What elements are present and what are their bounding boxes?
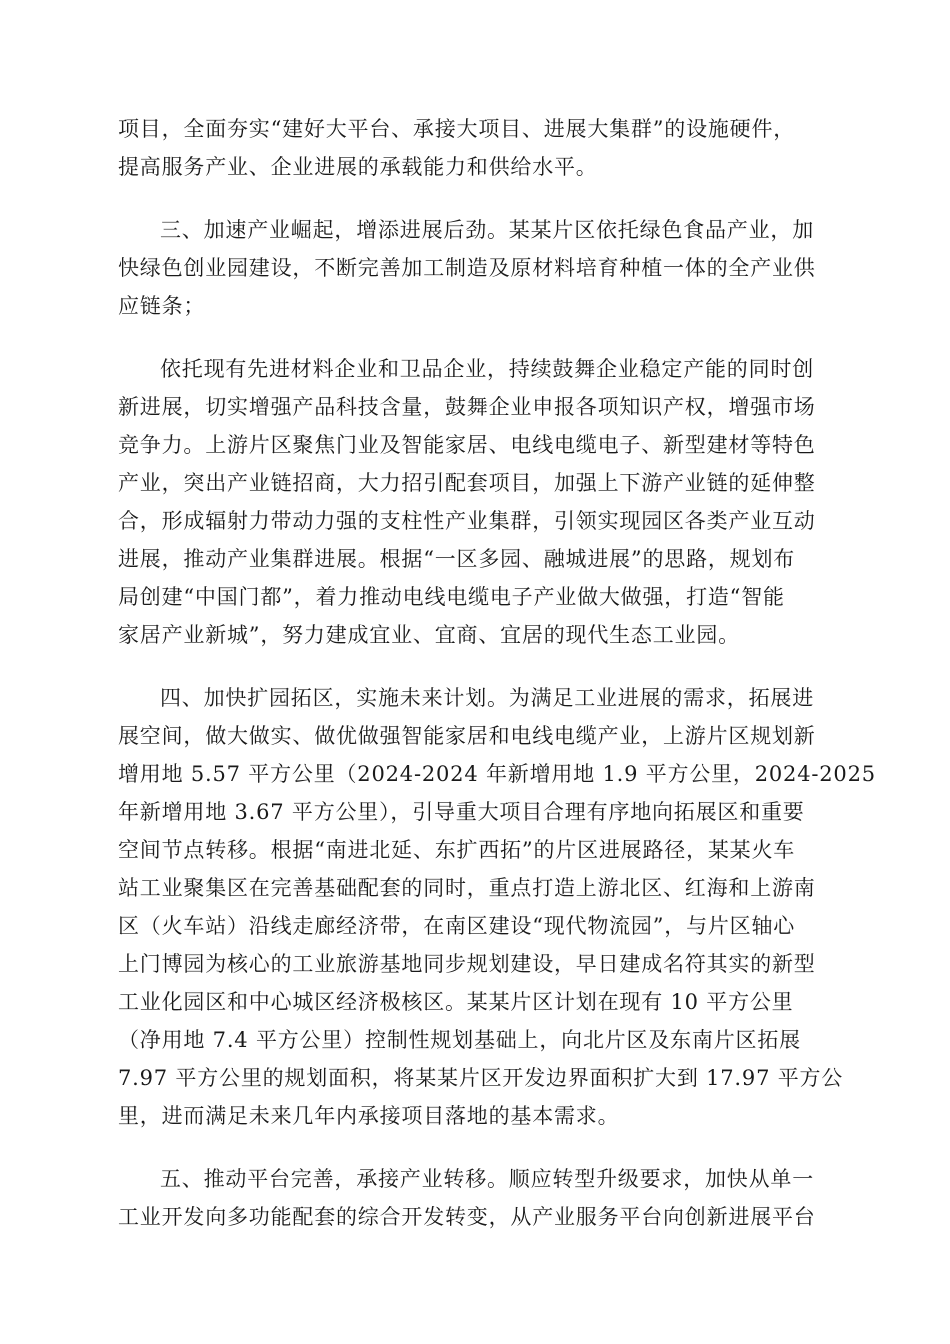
text-line: 上门博园为核心的工业旅游基地同步规划建设，早日建成名符其实的新型 — [118, 952, 816, 976]
text-line: 增用地 5.57 平方公里（2024-2024 年新增用地 1.9 平方公里，2024-2025 — [118, 762, 876, 786]
text-line: 家居产业新城”，努力建成宜业、宜商、宜居的现代生态工业园。 — [118, 623, 740, 647]
paragraph-1 — [118, 110, 834, 186]
text-line: 空间节点转移。根据“南进北延、东扩西拓”的片区进展路径，某某火车 — [118, 838, 796, 862]
text-line: 工业开发向多功能配套的综合开发转变，从产业服务平台向创新进展平台 — [118, 1205, 816, 1229]
text-line: 提高服务产业、企业进展的承载能力和供给水平。 — [118, 155, 598, 179]
paragraph-4 — [118, 679, 876, 1135]
text-line: 合，形成辐射力带动力强的支柱性产业集群，引领实现园区各类产业互动 — [118, 509, 816, 533]
paragraph-3 — [118, 350, 834, 654]
text-line: 项目，全面夯实“建好大平台、承接大项目、进展大集群”的设施硬件， — [118, 117, 796, 141]
text-line: 依托现有先进材料企业和卫品企业，持续鼓舞企业稳定产能的同时创 — [160, 357, 814, 381]
text-line: 年新增用地 3.67 平方公里），引导重大项目合理有序地向拓展区和重要 — [118, 800, 805, 824]
text-line: 快绿色创业园建设，不断完善加工制造及原材料培育种植一体的全产业供 — [118, 256, 816, 280]
text-line: 局创建“中国门都”，着力推动电线电缆电子产业做大做强，打造“智能 — [118, 585, 785, 609]
text-line: 7.97 平方公里的规划面积，将某某片区开发边界面积扩大到 17.97 平方公 — [118, 1066, 844, 1090]
text-line: 区（火车站）沿线走廊经济带，在南区建设“现代物流园”，与片区轴心 — [118, 914, 796, 938]
text-line: 四、加快扩园拓区，实施未来计划。为满足工业进展的需求，拓展进 — [160, 686, 814, 710]
text-line: （净用地 7.4 平方公里）控制性规划基础上，向北片区及东南片区拓展 — [118, 1028, 801, 1052]
text-line: 站工业聚集区在完善基础配套的同时，重点打造上游北区、红海和上游南 — [118, 876, 816, 900]
paragraph-5 — [118, 1160, 834, 1236]
text-line: 三、加速产业崛起，增添进展后劲。某某片区依托绿色食品产业，加 — [160, 218, 814, 242]
text-line: 工业化园区和中心城区经济极核区。某某片区计划在现有 10 平方公里 — [118, 990, 794, 1014]
text-line: 进展，推动产业集群进展。根据“一区多园、融城进展”的思路，规划布 — [118, 547, 796, 571]
text-line: 竞争力。上游片区聚焦门业及智能家居、电线电缆电子、新型建材等特色 — [118, 433, 816, 457]
text-line: 展空间，做大做实、做优做强智能家居和电线电缆产业，上游片区规划新 — [118, 724, 816, 748]
text-line: 应链条； — [118, 294, 206, 318]
document-body — [118, 110, 876, 1236]
text-line: 新进展，切实增强产品科技含量，鼓舞企业申报各项知识产权，增强市场 — [118, 395, 816, 419]
paragraph-2 — [118, 211, 834, 325]
text-line: 里，进而满足未来几年内承接项目落地的基本需求。 — [118, 1104, 620, 1128]
text-line: 五、推动平台完善，承接产业转移。顺应转型升级要求，加快从单一 — [160, 1167, 814, 1191]
text-line: 产业，突出产业链招商，大力招引配套项目，加强上下游产业链的延伸整 — [118, 471, 816, 495]
